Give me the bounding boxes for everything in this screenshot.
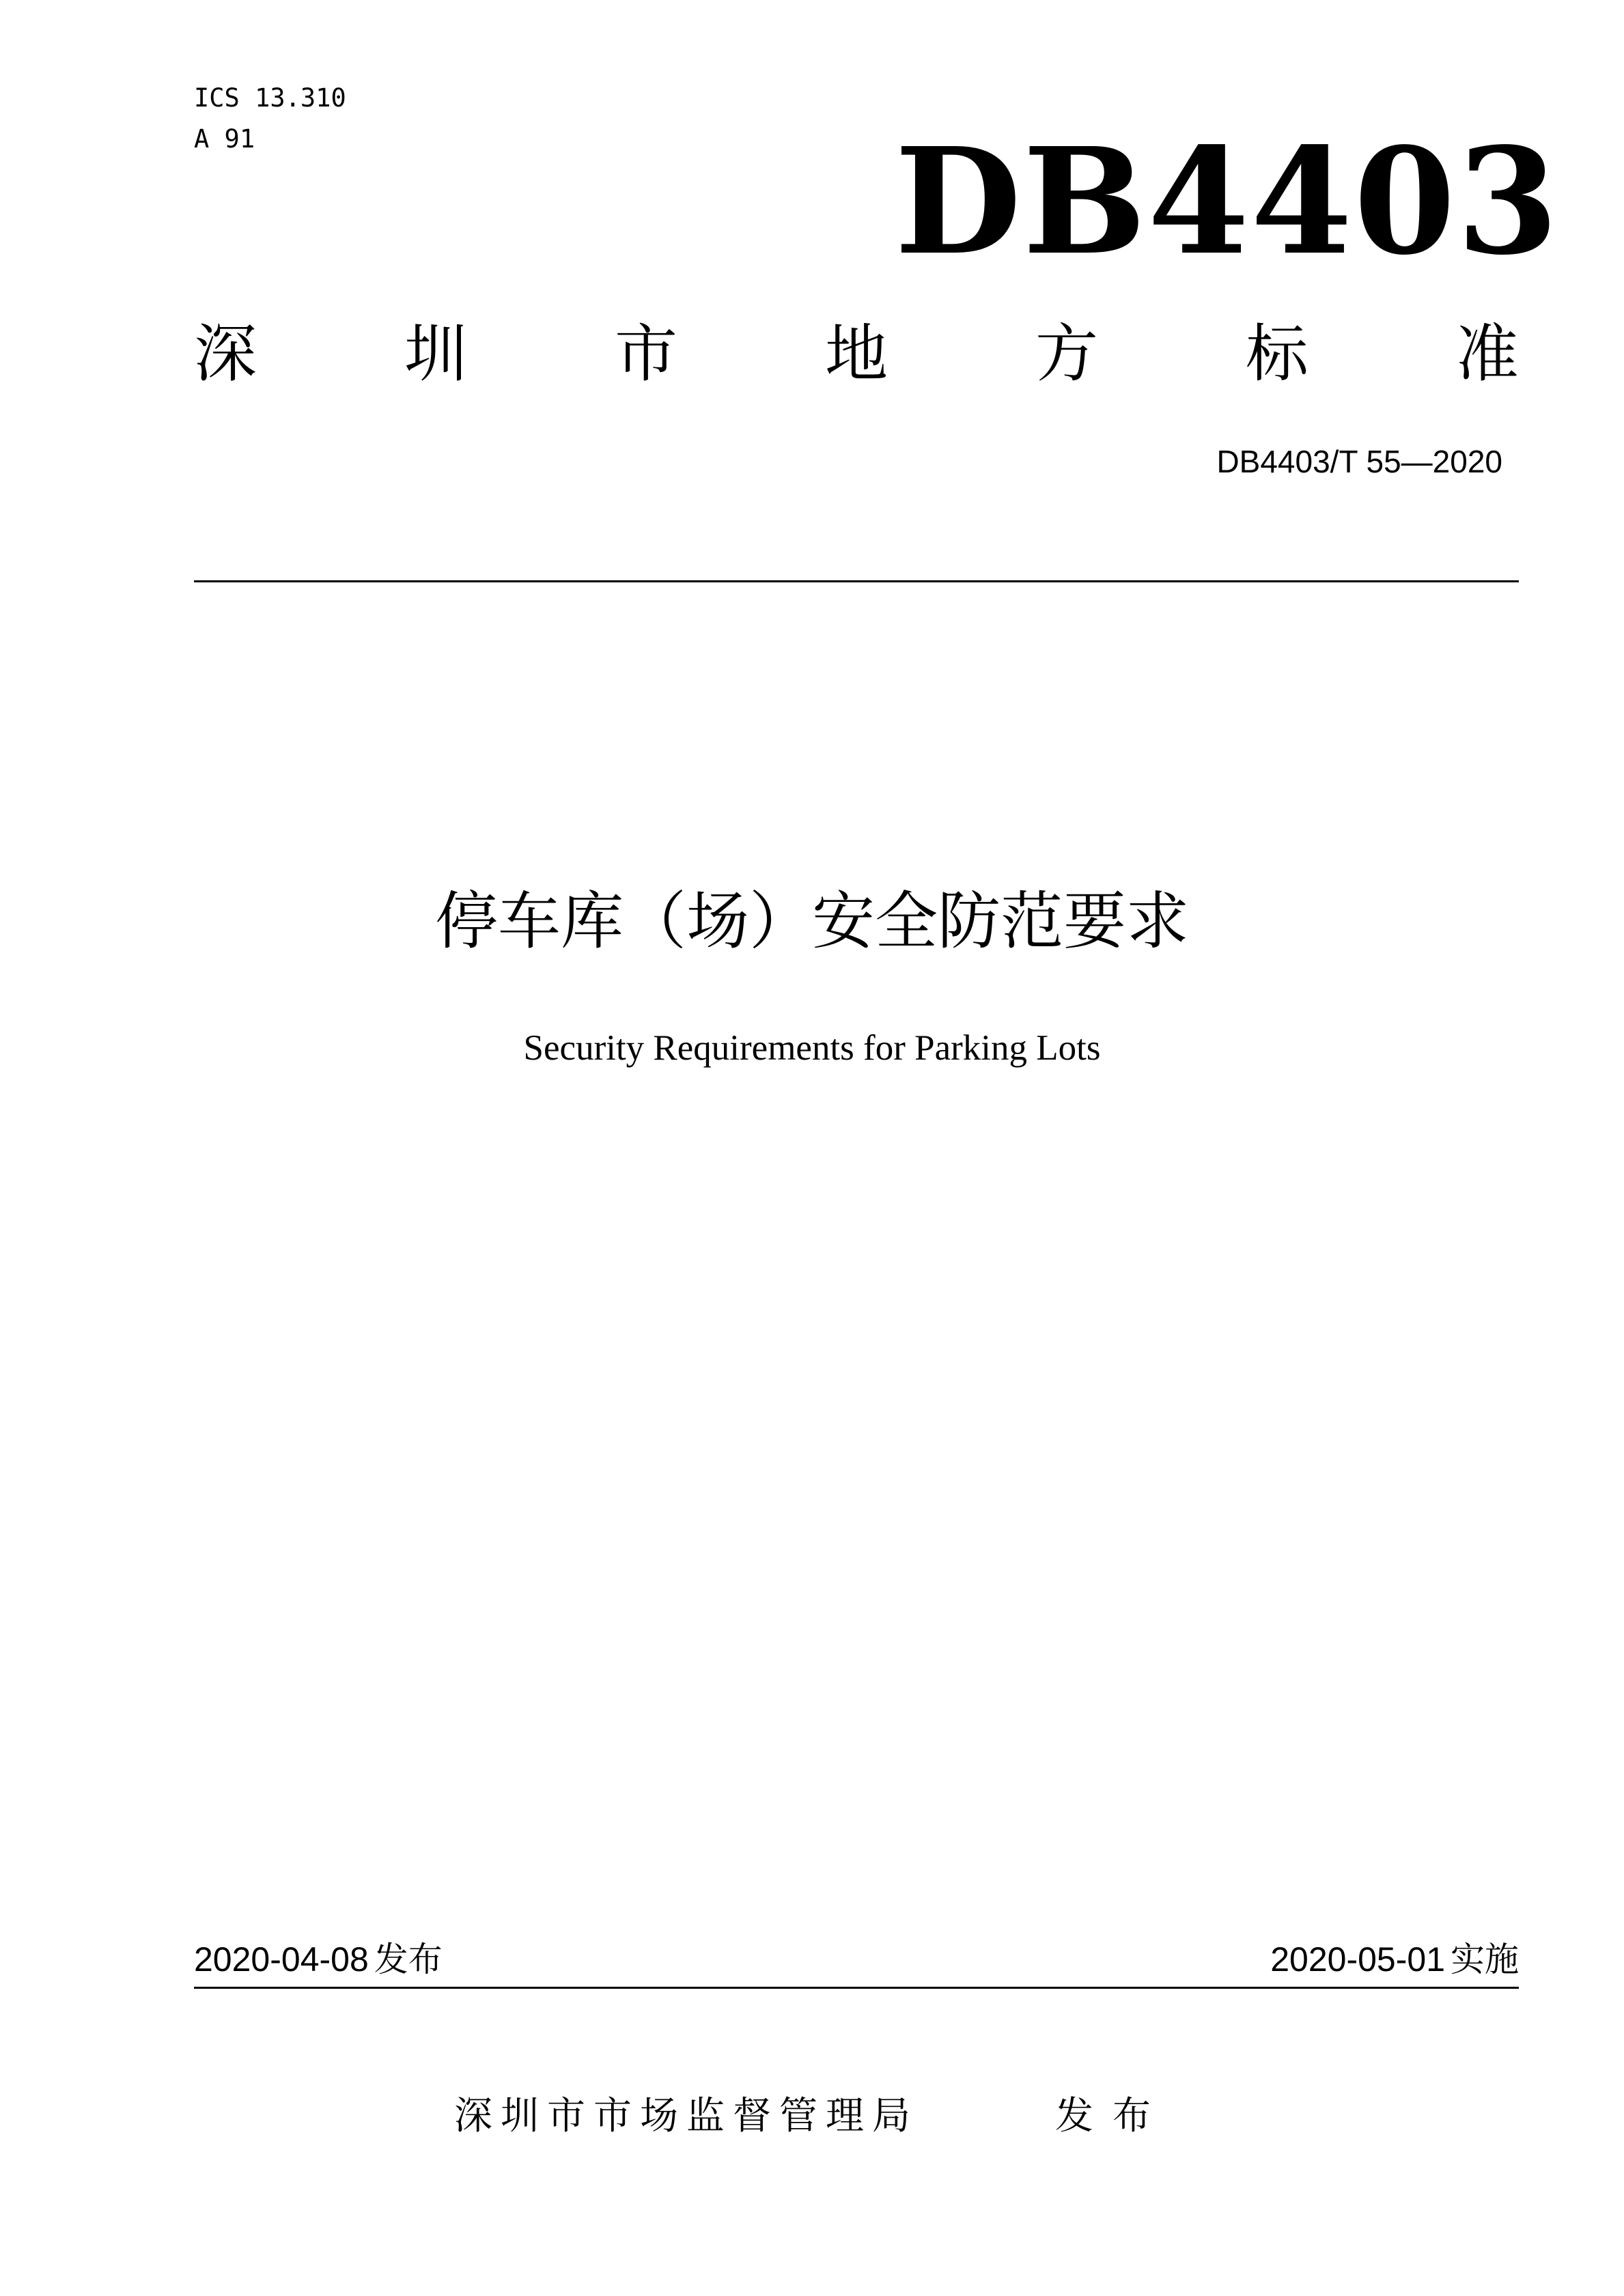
standard-type-char: 市 bbox=[614, 317, 677, 391]
footer-divider bbox=[194, 1987, 1519, 1989]
header-divider bbox=[194, 580, 1519, 582]
effective-date-label: 实施 bbox=[1451, 1940, 1519, 1979]
standard-type-char: 准 bbox=[1455, 317, 1519, 391]
document-title-english: Security Requirements for Parking Lots bbox=[523, 1028, 1101, 1068]
standard-type-char: 方 bbox=[1035, 317, 1098, 391]
issuer bbox=[0, 2089, 1624, 2144]
issue-date-label: 发布 bbox=[374, 1940, 443, 1979]
effective-date-value: 2020-05-01 bbox=[1270, 1940, 1445, 1979]
document-title-chinese: 停车库（场）安全防范要求 bbox=[434, 885, 1189, 958]
standard-code-logo: DB4403 bbox=[895, 116, 1560, 287]
standard-type-char: 圳 bbox=[404, 317, 467, 391]
standard-type-heading bbox=[194, 317, 1519, 392]
standard-type-char: 深 bbox=[194, 317, 257, 391]
standard-type-char: 地 bbox=[824, 317, 888, 391]
issue-date bbox=[194, 1938, 443, 1981]
ccs-code: A 91 bbox=[194, 124, 255, 154]
issue-date-value: 2020-04-08 bbox=[194, 1940, 369, 1979]
effective-date bbox=[1270, 1938, 1519, 1981]
issuer-action: 发布 bbox=[1055, 2094, 1170, 2138]
issuer-name: 深圳市市场监督管理局 bbox=[454, 2094, 919, 2138]
standard-type-char: 标 bbox=[1245, 317, 1308, 391]
standard-number: DB4403/T 55—2020 bbox=[1216, 444, 1502, 479]
ics-code: ICS 13.310 bbox=[194, 83, 346, 113]
